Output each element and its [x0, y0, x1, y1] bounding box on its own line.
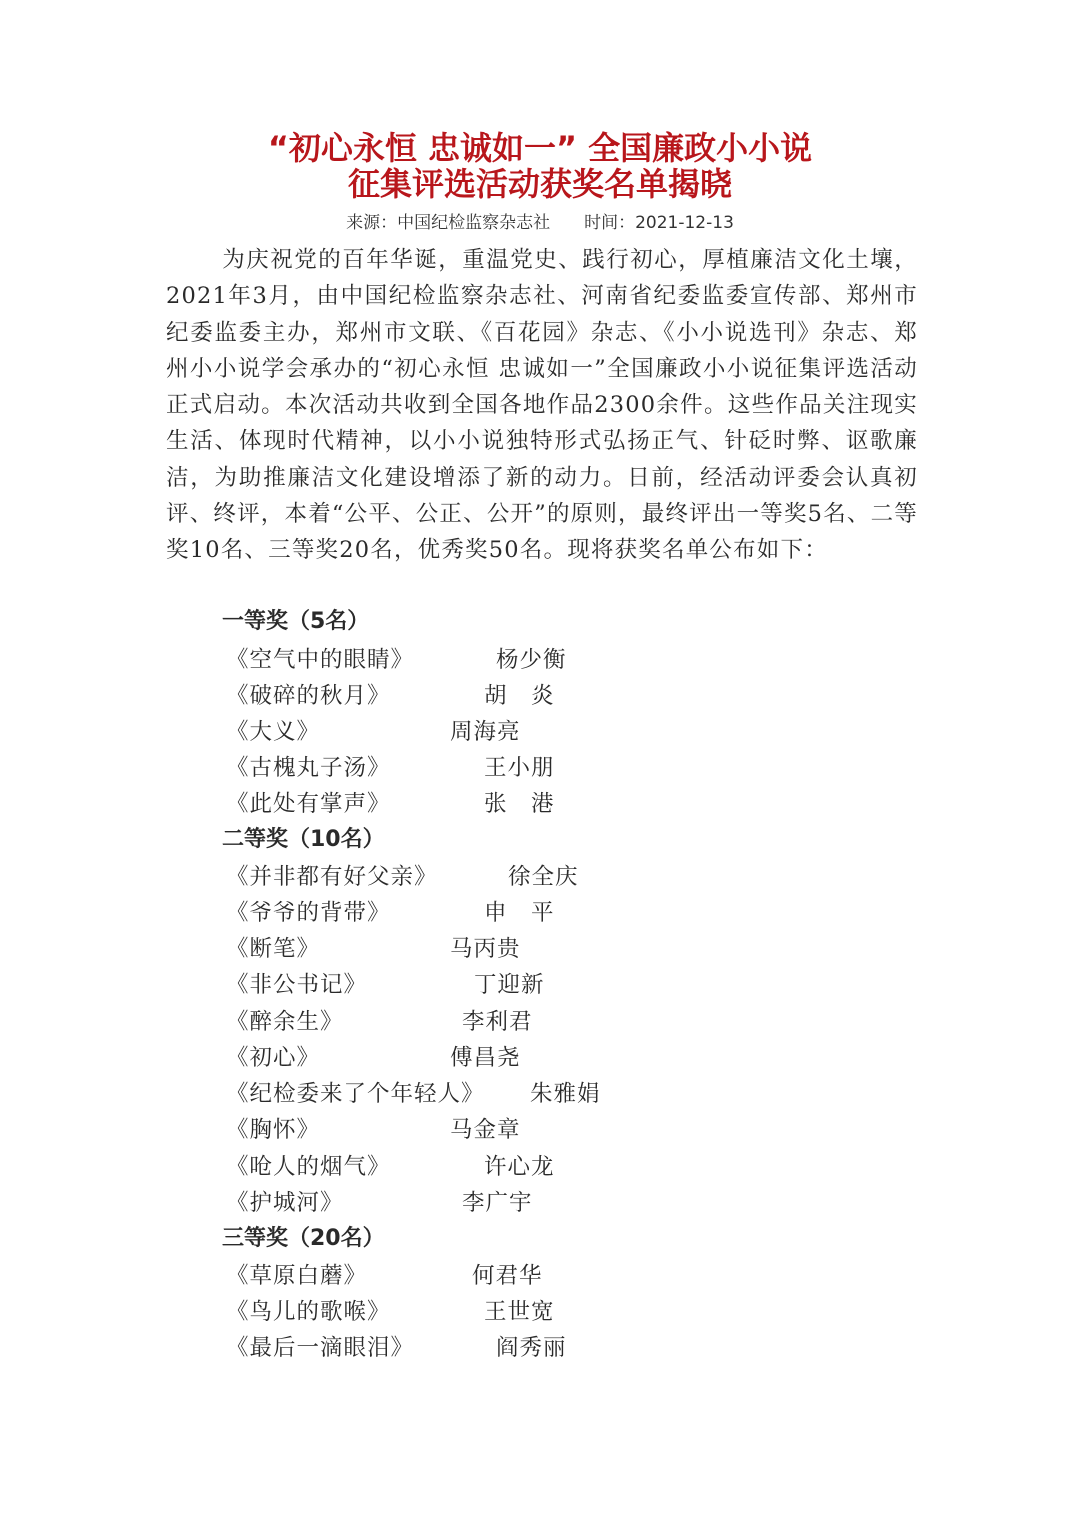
- award-heading-third: 三等奖（20名）: [222, 1226, 385, 1251]
- award-entry: [226, 1149, 555, 1181]
- work-title: 《大义》: [226, 719, 321, 745]
- work-title: 《醉余生》: [226, 1009, 344, 1035]
- author-name: 丁迎新: [474, 972, 545, 998]
- author-name: 傅昌尧: [450, 1045, 521, 1071]
- award-entry: [226, 967, 545, 999]
- award-entry: [226, 931, 521, 963]
- meta-line: [0, 208, 1080, 233]
- author-name: 阎秀丽: [496, 1335, 567, 1361]
- award-entry: [226, 1294, 555, 1326]
- author-name: 胡 炎: [484, 683, 555, 709]
- author-name: 马金章: [450, 1117, 521, 1143]
- work-title: 《爷爷的背带》: [226, 900, 391, 926]
- work-title: 《呛人的烟气》: [226, 1154, 391, 1180]
- award-entry: [226, 859, 579, 891]
- author-name: 申 平: [484, 900, 555, 926]
- author-name: 许心龙: [484, 1154, 555, 1180]
- work-title: 《草原白蘑》: [226, 1263, 368, 1289]
- award-entry: [226, 1330, 567, 1362]
- work-title: 《胸怀》: [226, 1117, 321, 1143]
- work-title: 《初心》: [226, 1045, 321, 1071]
- source-text: 来源：中国纪检监察杂志社: [346, 213, 551, 233]
- author-name: 王世宽: [484, 1299, 555, 1325]
- award-entry: [226, 1258, 543, 1290]
- title-line-2: 征集评选活动获奖名单揭晓: [347, 165, 732, 203]
- award-entry: [226, 678, 555, 710]
- award-entry: [226, 786, 555, 818]
- work-title: 《破碎的秋月》: [226, 683, 391, 709]
- award-entry: [226, 1004, 533, 1036]
- author-name: 徐全庆: [508, 864, 579, 890]
- award-heading-first: 一等奖（5名）: [222, 609, 370, 634]
- author-name: 朱雅娟: [530, 1081, 601, 1107]
- author-name: 张 港: [484, 791, 555, 817]
- work-title: 《空气中的眼睛》: [226, 647, 415, 673]
- date-text: 时间：2021-12-13: [584, 213, 734, 233]
- award-entry: [226, 750, 555, 782]
- work-title: 《非公书记》: [226, 972, 368, 998]
- author-name: 李广宇: [462, 1190, 533, 1216]
- author-name: 马丙贵: [450, 936, 521, 962]
- award-entry: [226, 1040, 521, 1072]
- intro-paragraph: [166, 242, 918, 569]
- author-name: 杨少衡: [496, 647, 567, 673]
- work-title: 《并非都有好父亲》: [226, 864, 438, 890]
- work-title: 《古槐丸子汤》: [226, 755, 391, 781]
- award-entry: [226, 1112, 521, 1144]
- award-entry: [226, 714, 521, 746]
- award-entry: [226, 1076, 601, 1108]
- work-title: 《此处有掌声》: [226, 791, 391, 817]
- award-entry: [226, 1185, 533, 1217]
- work-title: 《纪检委来了个年轻人》: [226, 1081, 485, 1107]
- work-title: 《鸟儿的歌喉》: [226, 1299, 391, 1325]
- author-name: 何君华: [472, 1263, 543, 1289]
- award-entry: [226, 895, 555, 927]
- intro-text: 为庆祝党的百年华诞，重温党史、践行初心，厚植廉洁文化土壤，2021年3月，由中国纪检监察杂志社、河南省纪委监委宣传部、郑州市纪委监委主办，郑州市文联、《百花园》杂志、《小小说选刊》杂志、郑州小小说学会承办的“初心永恒 忠诚如一”全国廉政小小说征集评选活动正式启动。本次活动共收到全国各地作品2300余件。这些作品关注现实生活、体现时代精神，以小小说独特形式弘扬正气、针砭时弊、讴歌廉洁，为助推廉洁文化建设增添了新的动力。日前，经活动评委会认真初评、终评，本着“公平、公正、公开”的原则，最终评出一等奖5名、二等奖10名、三等奖20名，优秀奖50名。现将获奖名单公布如下：: [166, 247, 918, 564]
- title-line-1: “初心永恒 忠诚如一” 全国廉政小小说: [267, 129, 813, 167]
- author-name: 周海亮: [450, 719, 521, 745]
- work-title: 《最后一滴眼泪》: [226, 1335, 415, 1361]
- author-name: 李利君: [462, 1009, 533, 1035]
- award-entry: [226, 642, 567, 674]
- work-title: 《断笔》: [226, 936, 321, 962]
- work-title: 《护城河》: [226, 1190, 344, 1216]
- author-name: 王小朋: [484, 755, 555, 781]
- award-heading-second: 二等奖（10名）: [222, 827, 385, 852]
